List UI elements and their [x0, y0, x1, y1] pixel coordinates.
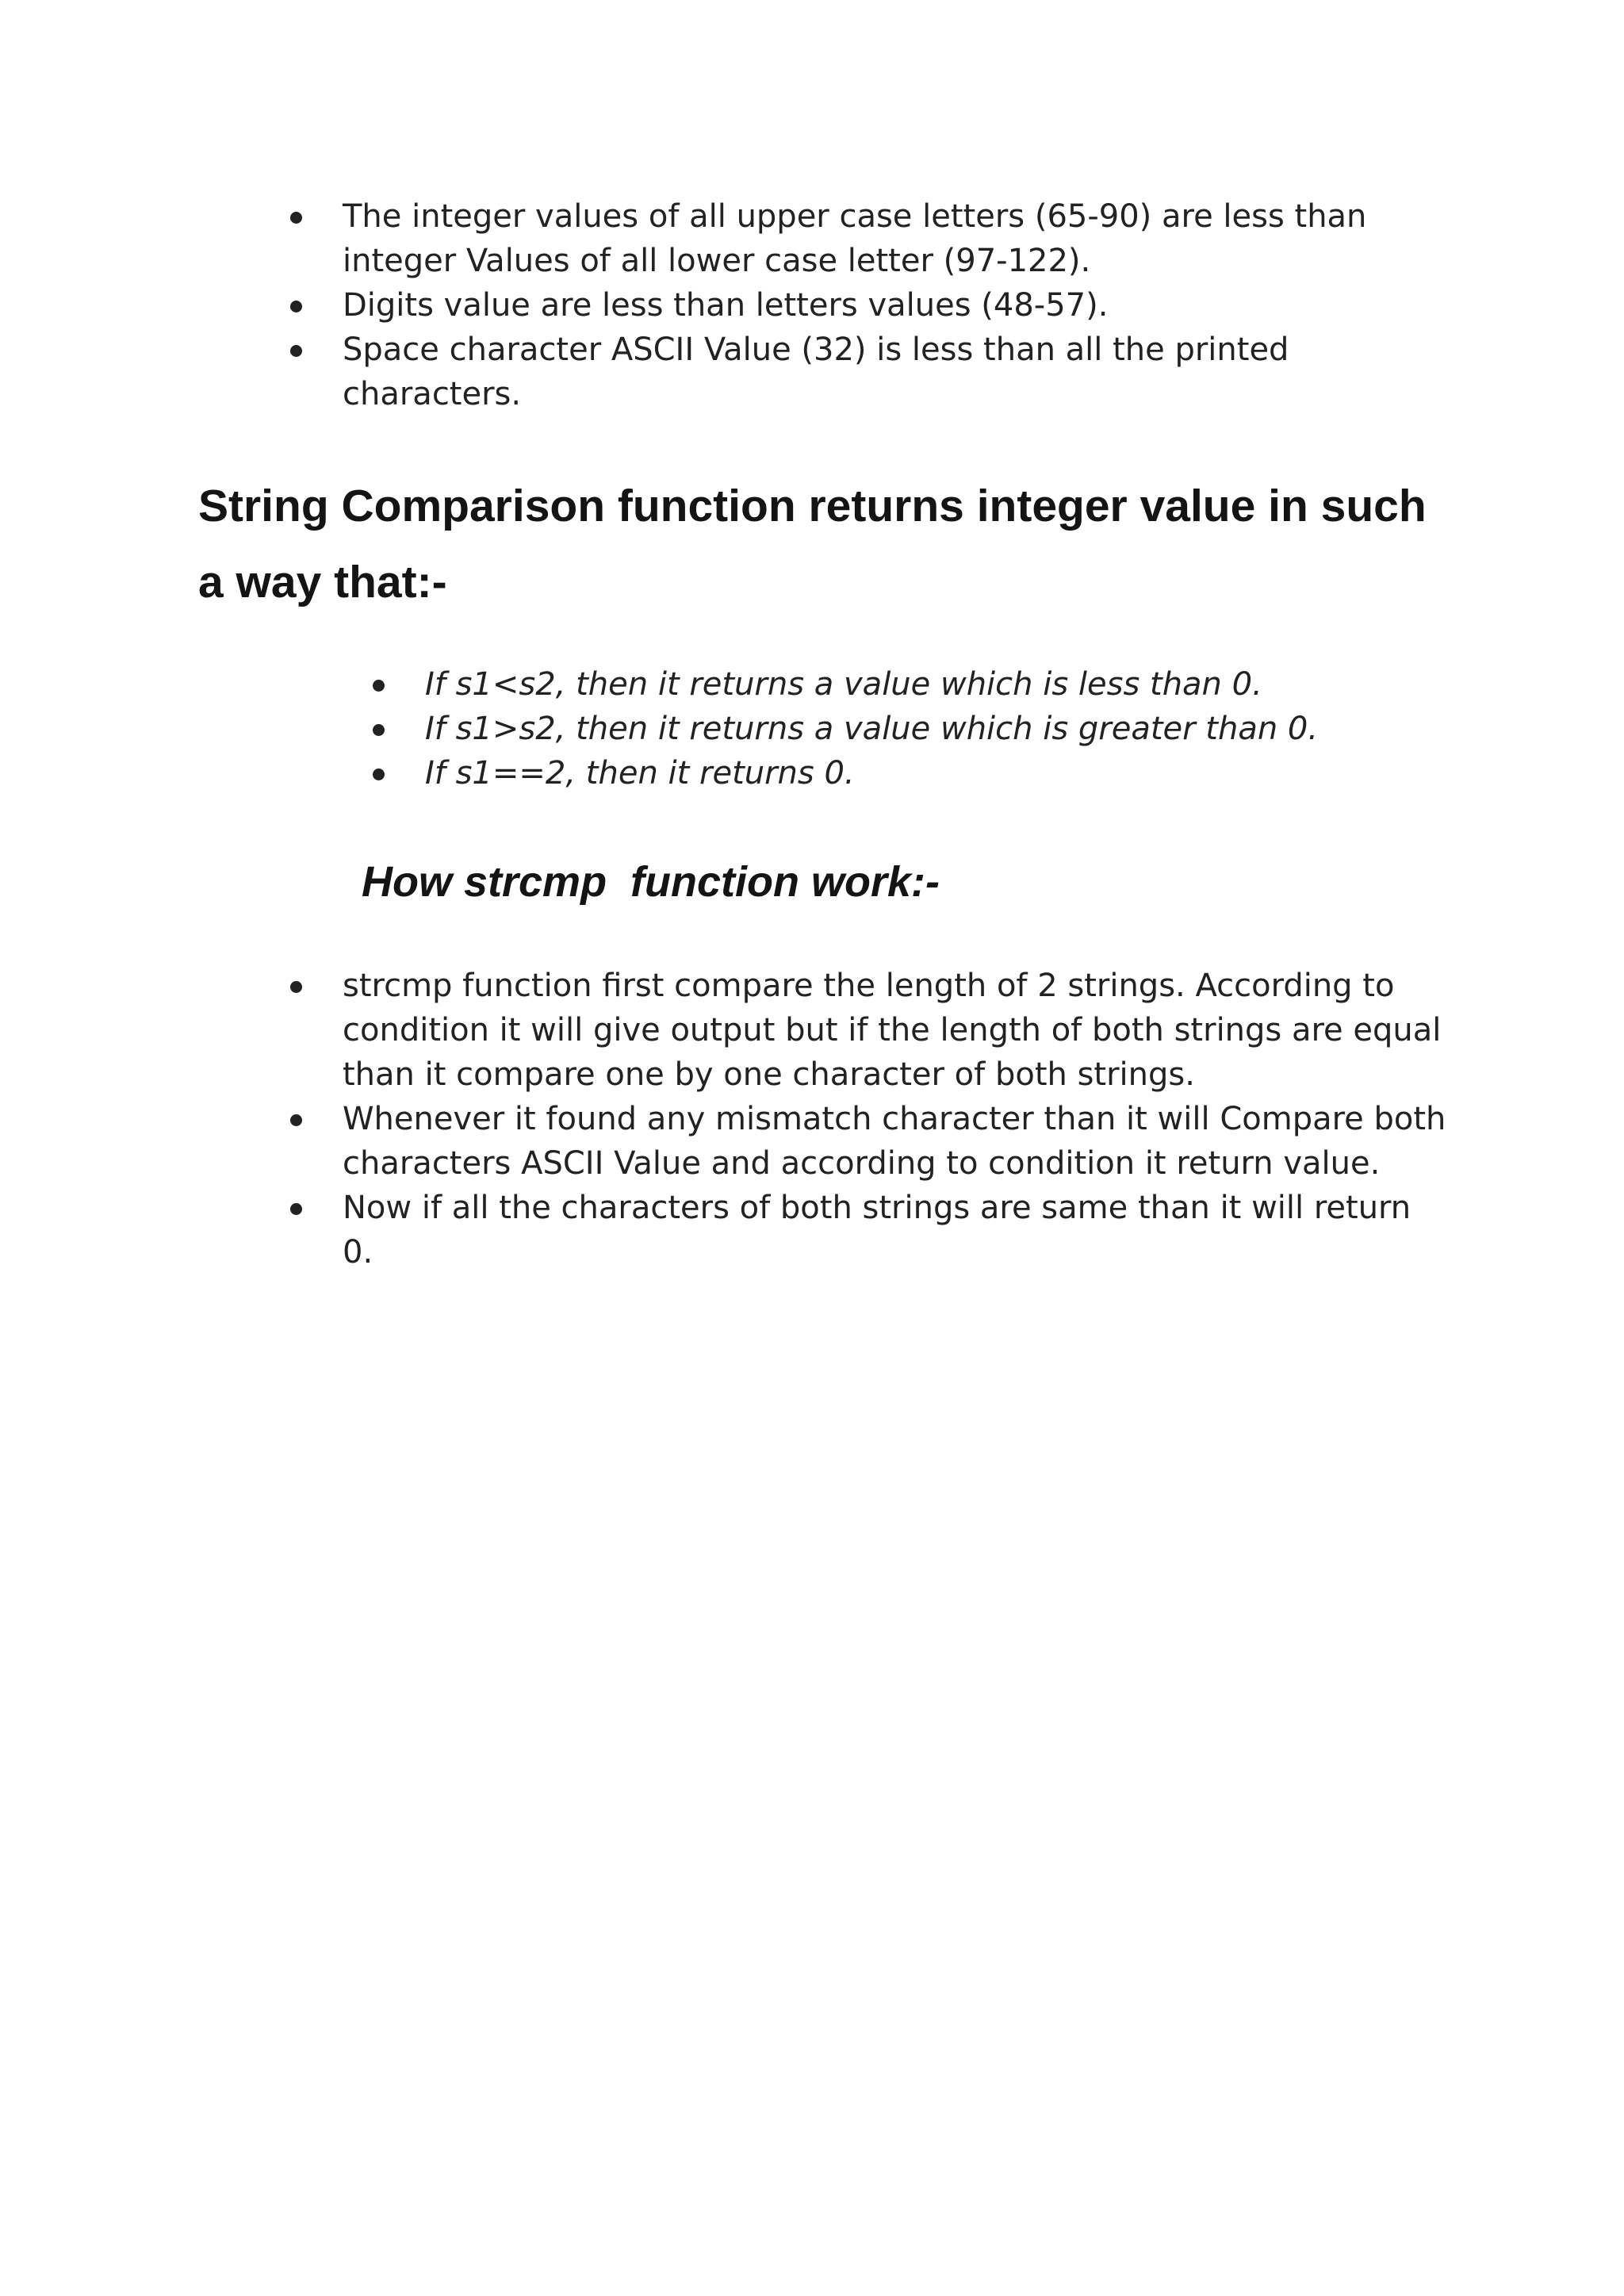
bullet-icon	[290, 1114, 302, 1126]
bullet-icon	[290, 301, 302, 312]
ascii-value-list	[290, 194, 1448, 416]
list-item-text: Whenever it found any mismatch character than it will Compare both characters ASCII Value and according to condition it return value.	[343, 1101, 1446, 1182]
list-item-text: If s1>s2, then it returns a value which is greater than 0.	[425, 711, 1319, 747]
list-item-text: Now if all the characters of both strings are same than it will return 0.	[343, 1190, 1411, 1271]
list-item-text: If s1==2, then it returns 0.	[425, 755, 855, 792]
bullet-icon	[290, 345, 302, 357]
list-item-text: If s1<s2, then it returns a value which is less than 0.	[425, 666, 1262, 703]
return-value-list	[373, 662, 1483, 795]
list-item	[373, 707, 1483, 751]
list-item-text: strcmp function first compare the length of 2 strings. According to condition it will give output but if the length of both strings are equal than it compare one by one character of both strings.	[343, 968, 1442, 1093]
bullet-icon	[373, 680, 385, 692]
list-item	[290, 328, 1448, 416]
how-strcmp-list	[290, 964, 1448, 1274]
bullet-icon	[290, 212, 302, 224]
bullet-icon	[290, 981, 302, 993]
bullet-icon	[290, 1203, 302, 1215]
bullet-icon	[373, 724, 385, 736]
comparison-heading: String Comparison function returns integer value in such a way that:-	[198, 481, 1427, 608]
how-strcmp-heading: How strcmp function work:-	[362, 858, 940, 906]
list-item-text: The integer values of all upper case letters (65-90) are less than integer Values of all lower case letter (97-122).	[343, 198, 1367, 279]
list-item-text: Space character ASCII Value (32) is less than all the printed characters.	[343, 332, 1289, 412]
list-item	[290, 194, 1448, 283]
list-item	[290, 1186, 1448, 1274]
list-item	[373, 751, 1483, 795]
list-item	[290, 964, 1448, 1097]
bullet-icon	[373, 769, 385, 780]
list-item	[290, 1097, 1448, 1186]
list-item	[373, 662, 1483, 707]
list-item-text: Digits value are less than letters values (48-57).	[343, 287, 1109, 324]
list-item	[290, 283, 1448, 328]
